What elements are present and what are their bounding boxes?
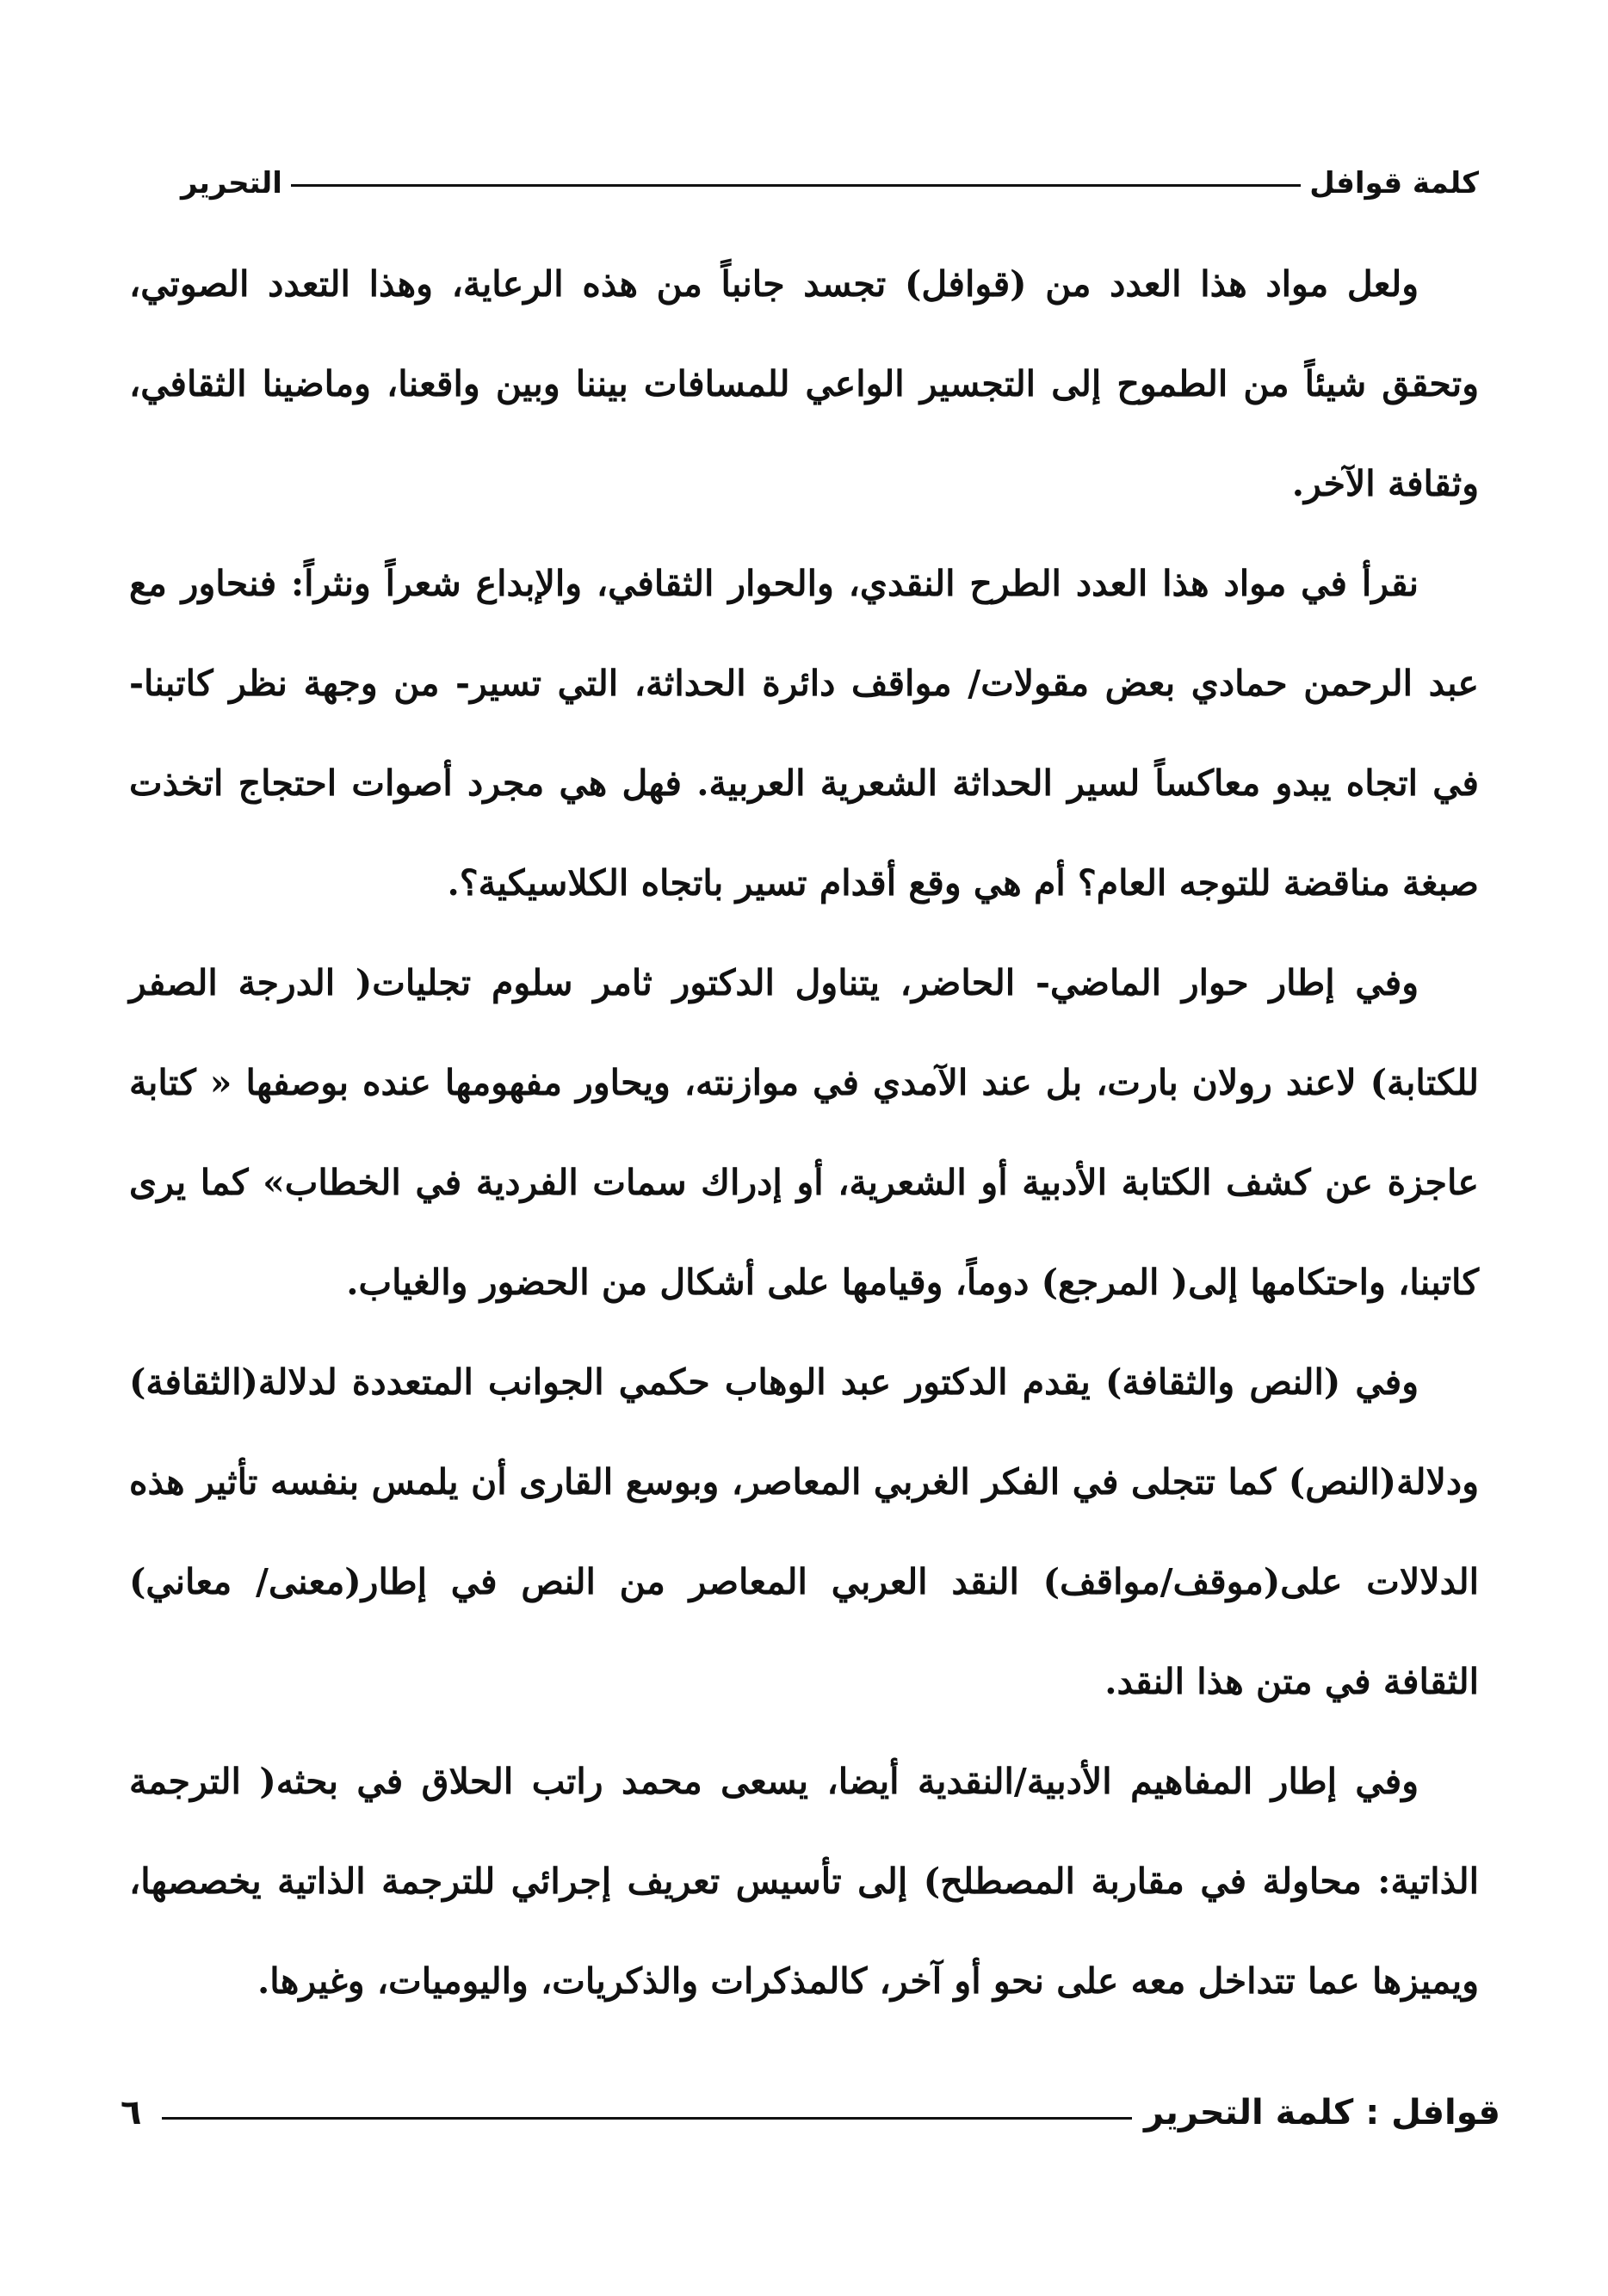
header-rule [291,184,1301,187]
header-section-title: التحرير [181,166,282,201]
body-text [129,234,1479,2031]
paragraph-2: نقرأ في مواد هذا العدد الطرح النقدي، والحوار الثقافي، والإبداع شعراً ونثراً: فنحاور مع عبد الرحمن حمادي بعض مقولات/ مواقف دائرة الحداثة، التي تسير- من وجهة نظر كاتبنا- في اتجاه يبدو معاكساً لسير الحداثة الشعرية العربية. فهل هي مجرد أصوات احتجاج اتخذت صبغة مناقضة للتوجه العام؟ أم هي وقع أقدام تسير باتجاه الكلاسيكية؟. [129,563,1479,904]
running-footer [121,2083,1500,2143]
running-header [181,153,1479,213]
paragraph-4: وفي (النص والثقافة) يقدم الدكتور عبد الوهاب حكمي الجوانب المتعددة لدلالة(الثقافة) ودلالة(النص) كما تتجلى في الفكر الغربي المعاصر، وبوسع القارى أن يلمس بنفسه تأثير هذه الدلالات على(موقف/مواقف) النقد العربي المعاصر من النص في إطار(معنى/ معاني) الثقافة في متن هذا النقد. [129,1361,1479,1702]
paragraph-1: ولعل مواد هذا العدد من (قوافل) تجسد جانباً من هذه الرعاية، وهذا التعدد الصوتي، وتحقق شيئاً من الطموح إلى التجسير الواعي للمسافات بيننا وبين واقعنا، وماضينا الثقافي، وثقافة الآخر. [129,263,1479,504]
paragraph-5: وفي إطار المفاهيم الأدبية/النقدية أيضا، يسعى محمد راتب الحلاق في بحثه( الترجمة الذاتية: محاولة في مقاربة المصطلح) إلى تأسيس تعريف إجرائي للترجمة الذاتية يخصصها، ويميزها عما تتداخل معه على نحو أو آخر، كالمذكرات والذكريات، واليوميات، وغيرها. [129,1761,1479,2002]
header-magazine-title: كلمة قوافل [1309,166,1479,201]
footer-title: قوافل : كلمة التحرير [1144,2093,1500,2132]
footer-rule [162,2117,1132,2120]
paragraph-3: وفي إطار حوار الماضي- الحاضر، يتناول الدكتور ثامر سلوم تجليات( الدرجة الصفر للكتابة) لاعند رولان بارت، بل عند الآمدي في موازنته، ويحاور مفهومها عنده بوصفها « كتابة عاجزة عن كشف الكتابة الأدبية أو الشعرية، أو إدراك سمات الفردية في الخطاب» كما يرى كاتبنا، واحتكامها إلى( المرجع) دوماً، وقيامها على أشكال من الحضور والغياب. [129,962,1479,1303]
page-number: ٦ [121,2093,142,2132]
